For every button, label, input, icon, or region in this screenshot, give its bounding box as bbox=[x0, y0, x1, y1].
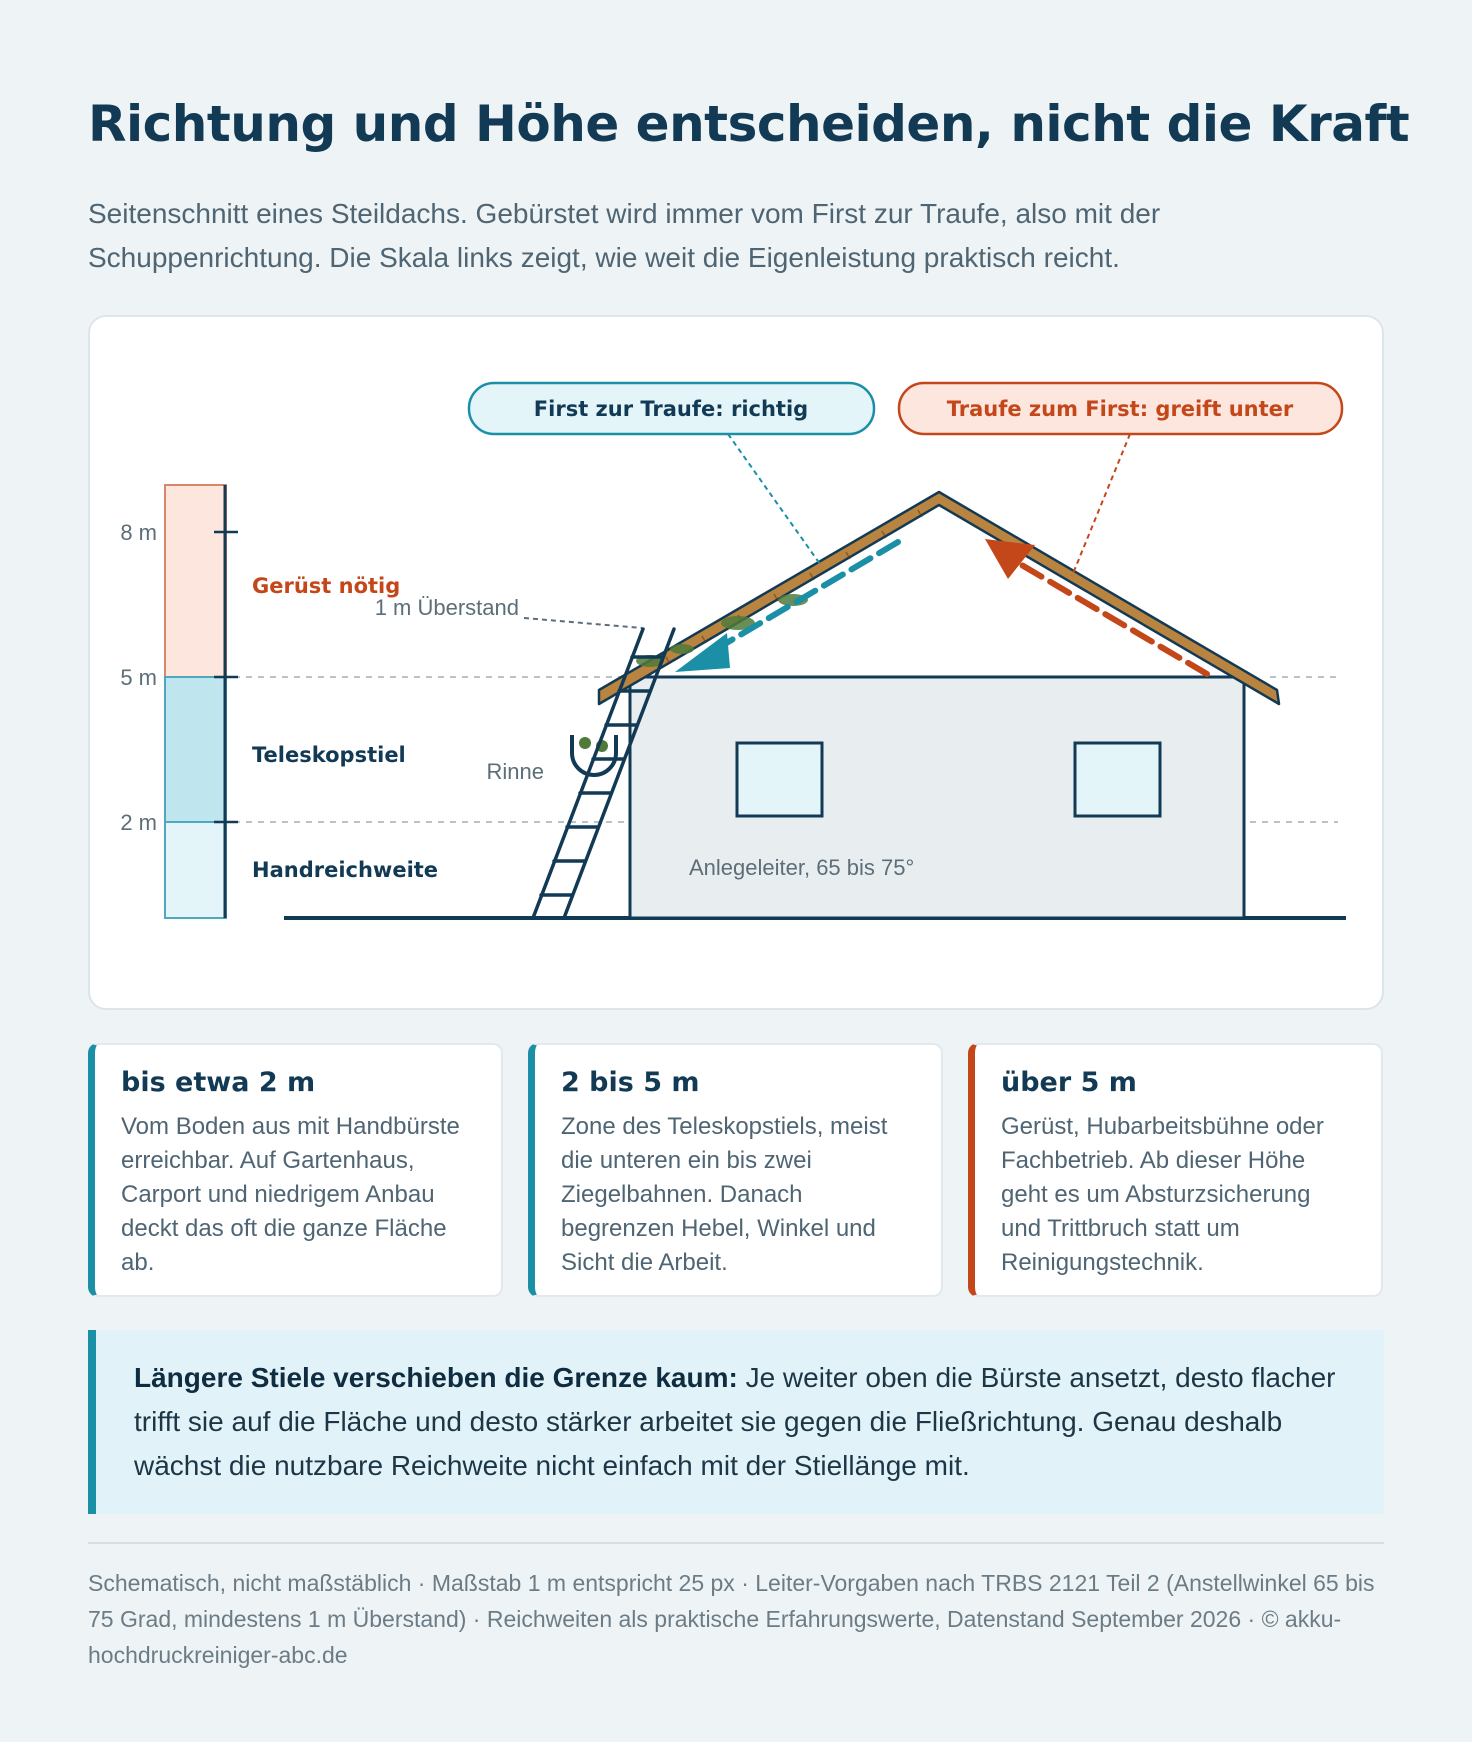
height-zone-cards bbox=[88, 1043, 1384, 1297]
card-text: Vom Boden aus mit Handbürste erreichbar. Auf Gartenhaus, Carport und niedrigem Anbau deckt das oft die ganze Fläche ab. bbox=[121, 1113, 460, 1276]
window-right bbox=[1075, 743, 1160, 816]
footer-sources: Schematisch, nicht maßstäblich · Maßstab 1 m entspricht 25 px · Leiter-Vorgaben nach TRBS 2121 Teil 2 (Anstellwinkel 65 bis 75 Grad, mindestens 1 m Überstand) · Reichweiten als praktische Erfahrungswerte, Datenstand September 2026 · © akku-hochdruckreiniger-abc.de bbox=[88, 1570, 1375, 1668]
diagram-card bbox=[88, 315, 1384, 1010]
arrow-wrong-head bbox=[985, 539, 1035, 579]
window-left bbox=[737, 743, 822, 816]
scale-zone-scaffold bbox=[165, 485, 226, 677]
scale-label-2m: 2 m bbox=[120, 810, 157, 835]
gutter-moss-1 bbox=[579, 737, 591, 749]
callout-wrong-leader bbox=[1072, 434, 1130, 576]
ladder-label: Anlegeleiter, 65 bis 75° bbox=[689, 855, 915, 880]
roof-section-diagram bbox=[90, 317, 1386, 1012]
card-title: 2 bis 5 m bbox=[561, 1067, 700, 1098]
card-hand-reach bbox=[88, 1043, 503, 1297]
roof bbox=[599, 492, 1279, 704]
note-box bbox=[88, 1330, 1384, 1514]
card-text: Gerüst, Hubarbeitsbühne oder Fachbetrieb. Ab dieser Höhe geht es um Absturzsicherung und Trittbruch statt um Reinigungstechnik. bbox=[1001, 1113, 1324, 1276]
note-bold: Längere Stiele verschieben die Grenze kaum: bbox=[134, 1362, 738, 1393]
card-text: Zone des Teleskopstiels, meist die unteren ein bis zwei Ziegelbahnen. Danach begrenzen Hebel, Winkel und Sicht die Arbeit. bbox=[561, 1113, 888, 1276]
arrow-correct-line bbox=[718, 542, 898, 648]
zone-label-scaffold: Gerüst nötig bbox=[252, 574, 401, 598]
card-telescopic bbox=[528, 1043, 943, 1297]
card-title: über 5 m bbox=[1001, 1067, 1137, 1098]
callout-wrong-text: Traufe zum First: greift unter bbox=[946, 397, 1294, 421]
overhang-label: 1 m Überstand bbox=[374, 595, 519, 620]
overhang-leader bbox=[524, 618, 642, 628]
page-subtitle: Seitenschnitt eines Steildachs. Gebürstet wird immer vom First zur Traufe, also mit der Schuppenrichtung. Die Skala links zeigt, wie weit die Eigenleistung praktisch reicht. bbox=[88, 198, 1161, 273]
scale-zone-hand bbox=[165, 822, 226, 918]
callout-correct-text: First zur Traufe: richtig bbox=[533, 397, 809, 421]
zone-label-telescopic: Teleskopstiel bbox=[252, 743, 406, 767]
zone-label-hand: Handreichweite bbox=[252, 858, 439, 882]
scale-label-5m: 5 m bbox=[120, 665, 157, 690]
callout-correct-leader bbox=[728, 434, 820, 564]
note-text: Je weiter oben die Bürste ansetzt, desto flacher trifft sie auf die Fläche und desto stärker arbeitet sie gegen die Fließrichtung. Genau deshalb wächst die nutzbare Reichweite nicht einfach mit der Stiellänge mit. bbox=[134, 1362, 1336, 1481]
scale-zone-telescopic bbox=[165, 677, 226, 822]
card-scaffold bbox=[968, 1043, 1383, 1297]
card-title: bis etwa 2 m bbox=[121, 1067, 316, 1098]
footer-divider bbox=[88, 1542, 1384, 1544]
page-title: Richtung und Höhe entscheiden, nicht die Kraft bbox=[88, 95, 1410, 153]
scale-label-8m: 8 m bbox=[120, 520, 157, 545]
gutter-label: Rinne bbox=[486, 759, 544, 784]
arrow-wrong-line bbox=[1020, 564, 1207, 674]
